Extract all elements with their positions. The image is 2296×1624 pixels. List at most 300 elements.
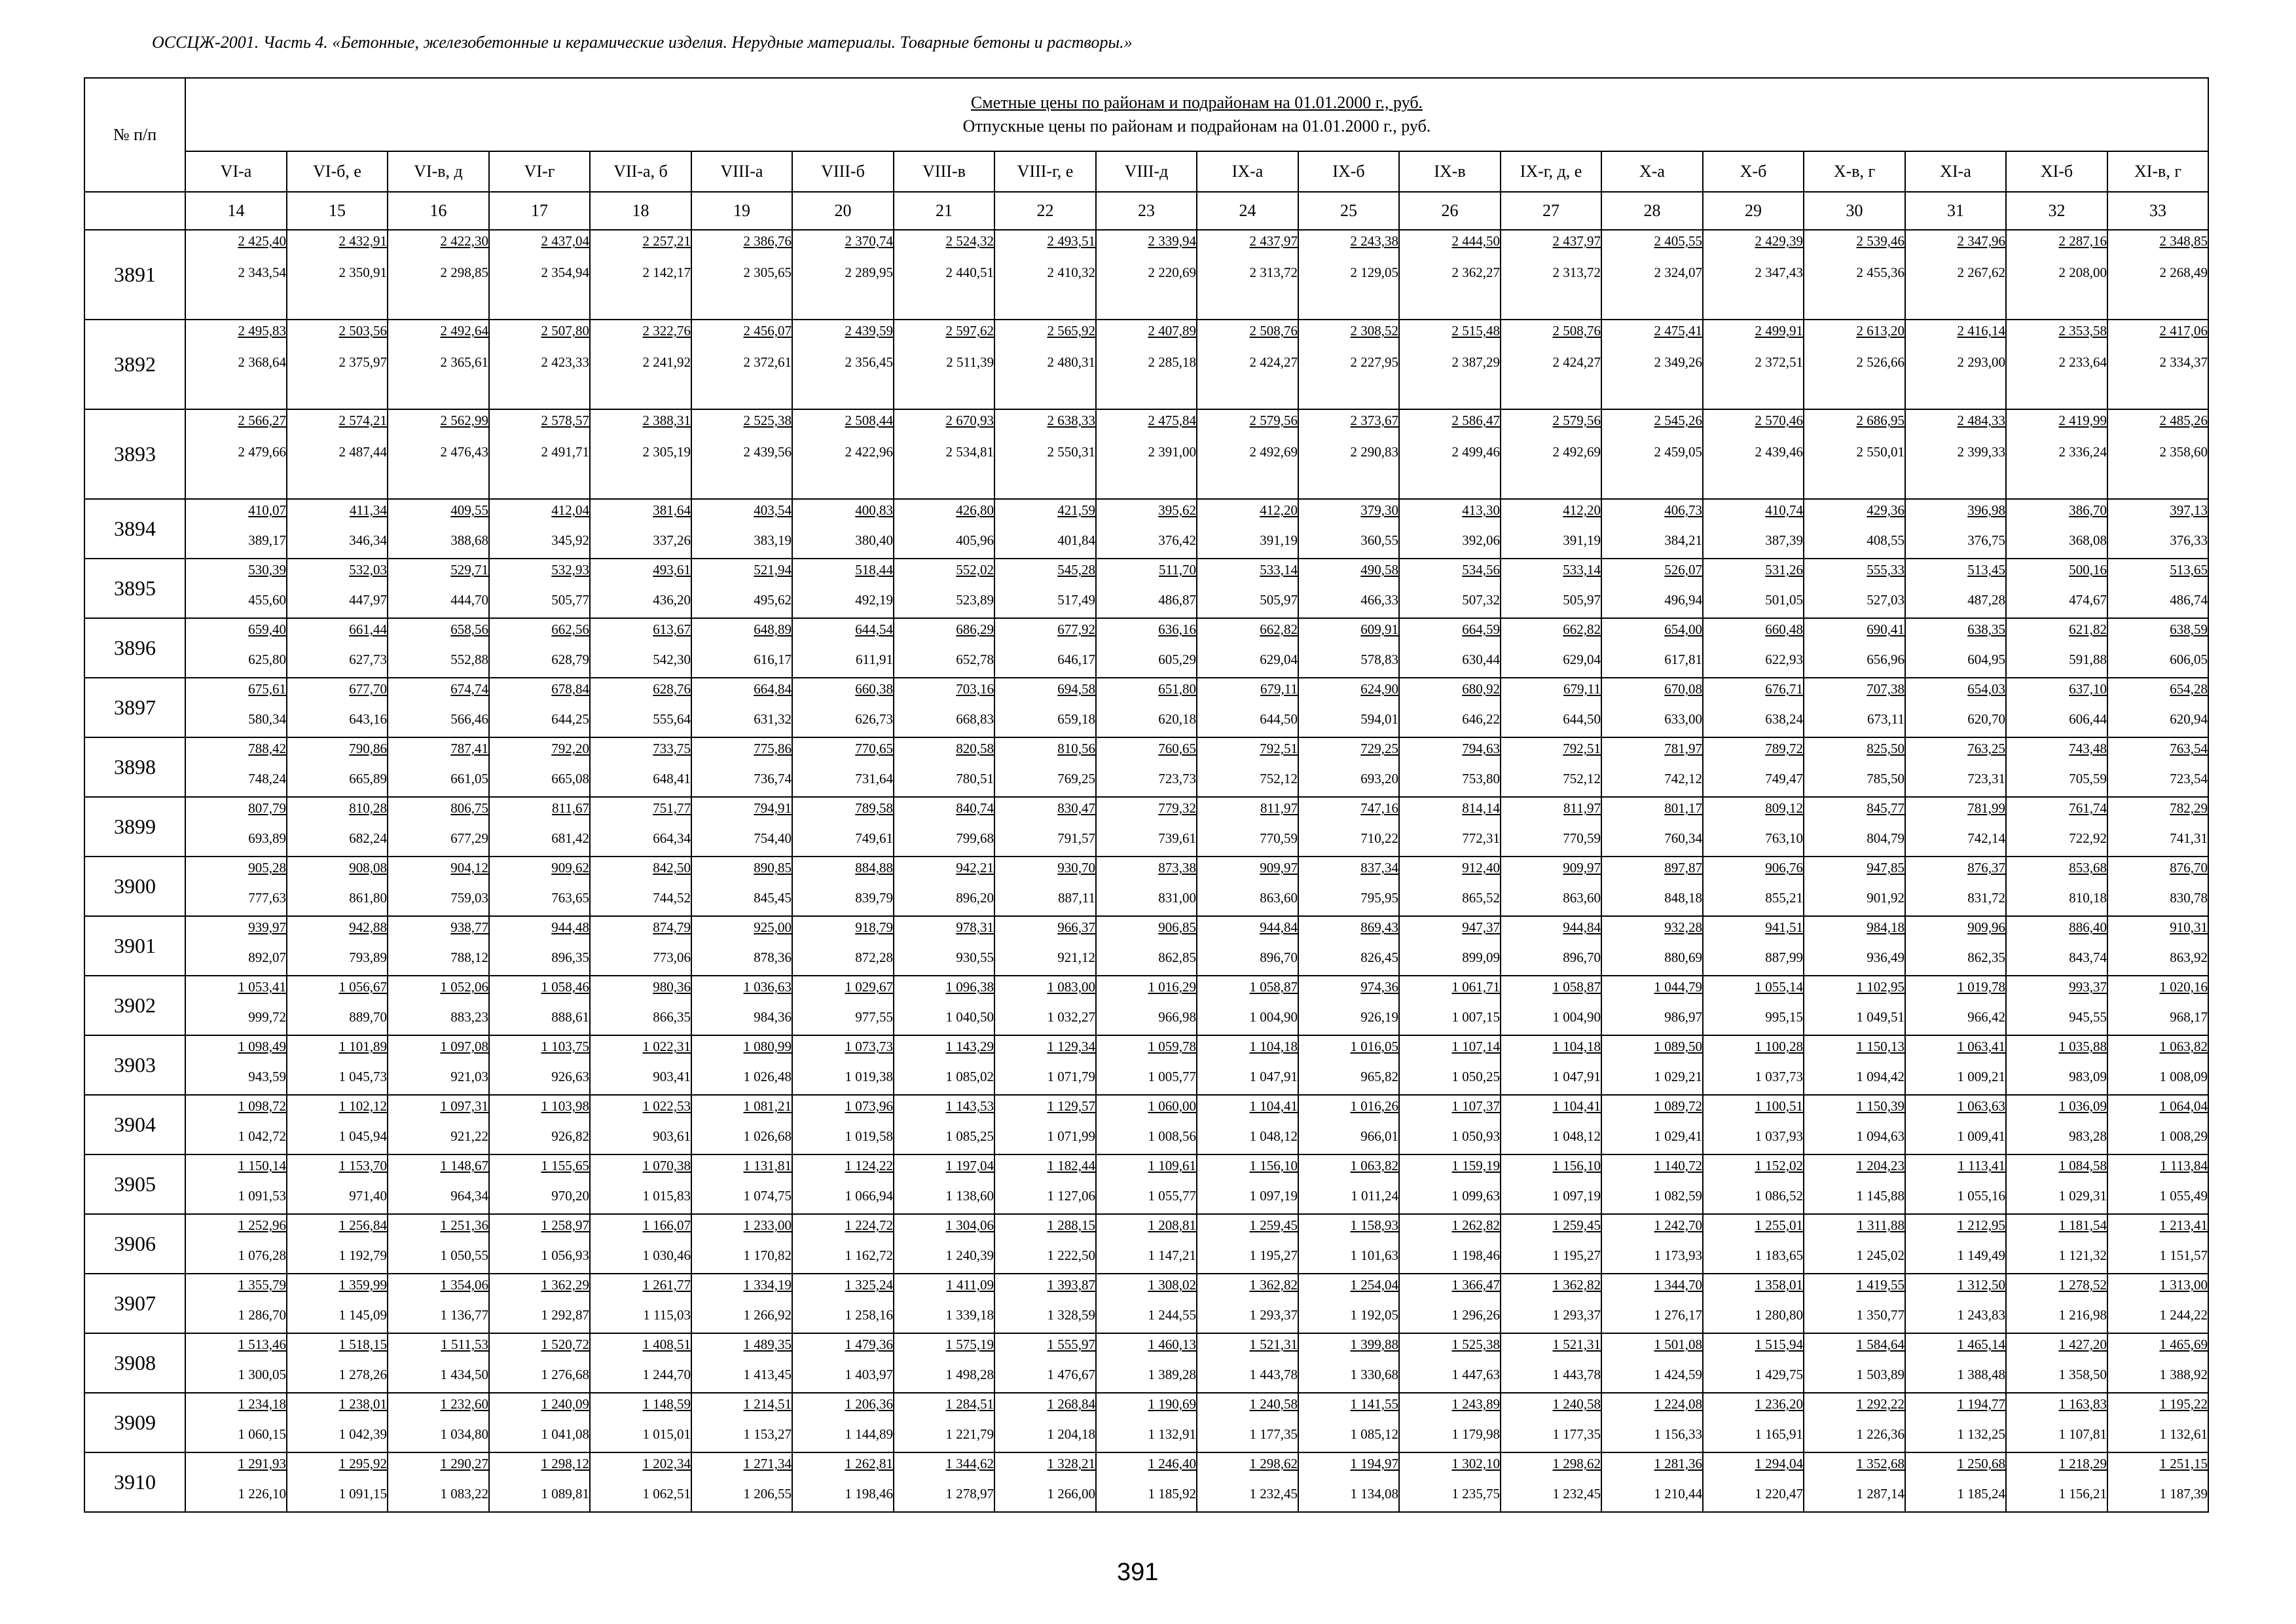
otpusknaya-price: 986,97	[1664, 1009, 1702, 1025]
otpusknaya-price: 2 298,85	[440, 265, 488, 280]
column-number: 27	[1501, 192, 1601, 230]
price-cell	[1703, 320, 1804, 409]
otpusknaya-price: 1 136,77	[440, 1307, 488, 1323]
otpusknaya-price: 966,98	[1158, 1009, 1196, 1025]
smetnaya-price: 944,48	[551, 919, 589, 935]
otpusknaya-price: 376,33	[2170, 532, 2208, 548]
smetnaya-price: 2 613,20	[1856, 323, 1904, 339]
smetnaya-price: 662,82	[1563, 621, 1601, 637]
column-number: 17	[489, 192, 590, 230]
price-cell	[489, 230, 590, 320]
table-row	[84, 678, 2208, 737]
smetnaya-price: 918,79	[855, 919, 893, 935]
otpusknaya-price: 753,80	[1462, 771, 1500, 786]
price-cell	[1905, 409, 2006, 499]
otpusknaya-price: 2 349,26	[1654, 354, 1702, 370]
price-cell	[1905, 1274, 2006, 1333]
smetnaya-price: 545,28	[1057, 562, 1095, 578]
smetnaya-price: 2 287,16	[2058, 233, 2107, 249]
otpusknaya-price: 1 055,49	[2159, 1188, 2208, 1204]
smetnaya-price: 426,80	[956, 502, 994, 518]
otpusknaya-price: 604,95	[1967, 652, 2005, 667]
smetnaya-price: 1 325,24	[845, 1277, 893, 1293]
price-cell	[792, 1333, 894, 1393]
price-cell	[894, 857, 994, 916]
price-cell	[894, 1154, 994, 1214]
otpusknaya-price: 1 216,98	[2058, 1307, 2107, 1323]
price-cell	[792, 409, 894, 499]
smetnaya-price: 1 278,52	[2058, 1277, 2107, 1293]
price-cell	[1298, 1035, 1399, 1095]
smetnaya-price: 2 574,21	[338, 413, 387, 428]
otpusknaya-price: 754,40	[754, 830, 792, 846]
price-cell	[1399, 320, 1501, 409]
smetnaya-price: 781,99	[1967, 800, 2005, 816]
smetnaya-price: 1 224,08	[1654, 1396, 1702, 1412]
otpusknaya-price: 677,29	[450, 830, 488, 846]
otpusknaya-price: 380,40	[855, 532, 893, 548]
otpusknaya-price: 625,80	[248, 652, 286, 667]
price-cell	[1197, 1274, 1298, 1333]
smetnaya-price: 941,51	[1765, 919, 1803, 935]
column-number: 21	[894, 192, 994, 230]
otpusknaya-price: 1 276,17	[1654, 1307, 1702, 1323]
column-number: 14	[185, 192, 287, 230]
smetnaya-price: 2 439,59	[845, 323, 893, 339]
price-cell	[1197, 1393, 1298, 1452]
otpusknaya-price: 1 300,05	[238, 1367, 286, 1382]
otpusknaya-price: 723,54	[2170, 771, 2208, 786]
row-number: 3901	[84, 916, 185, 976]
otpusknaya-price: 693,20	[1360, 771, 1398, 786]
colnum-empty	[84, 192, 185, 230]
price-cell	[994, 1095, 1096, 1154]
smetnaya-price: 1 035,88	[2058, 1039, 2107, 1054]
price-cell	[1197, 320, 1298, 409]
smetnaya-price: 381,64	[653, 502, 691, 518]
smetnaya-price: 1 304,06	[945, 1217, 994, 1233]
otpusknaya-price: 2 391,00	[1148, 444, 1196, 460]
table-row	[84, 737, 2208, 797]
smetnaya-price: 703,16	[956, 681, 994, 697]
otpusknaya-price: 384,21	[1664, 532, 1702, 548]
otpusknaya-price: 763,10	[1765, 830, 1803, 846]
price-cell	[2006, 320, 2107, 409]
price-cell	[792, 1095, 894, 1154]
smetnaya-price: 1 399,88	[1350, 1337, 1398, 1352]
price-cell	[185, 320, 287, 409]
price-cell	[1703, 1393, 1804, 1452]
otpusknaya-price: 1 244,55	[1148, 1307, 1196, 1323]
smetnaya-price: 707,38	[1867, 681, 1904, 697]
otpusknaya-price: 2 334,37	[2159, 354, 2208, 370]
otpusknaya-price: 1 076,28	[238, 1247, 286, 1263]
smetnaya-price: 670,08	[1664, 681, 1702, 697]
otpusknaya-price: 1 005,77	[1148, 1069, 1196, 1084]
otpusknaya-price: 2 347,43	[1755, 265, 1803, 280]
smetnaya-price: 1 511,53	[441, 1337, 488, 1352]
otpusknaya-price: 830,78	[2170, 890, 2208, 906]
otpusknaya-price: 1 071,79	[1047, 1069, 1095, 1084]
otpusknaya-price: 1 055,77	[1148, 1188, 1196, 1204]
otpusknaya-price: 744,52	[653, 890, 691, 906]
smetnaya-price: 2 417,06	[2159, 323, 2208, 339]
row-number: 3892	[84, 320, 185, 409]
otpusknaya-price: 1 056,93	[541, 1247, 589, 1263]
otpusknaya-price: 1 162,72	[845, 1247, 893, 1263]
price-cell	[590, 1035, 691, 1095]
smetnaya-price: 2 405,55	[1654, 233, 1702, 249]
price-cell	[489, 916, 590, 976]
price-cell	[2107, 797, 2208, 857]
otpusknaya-price: 1 221,79	[945, 1426, 994, 1442]
otpusknaya-price: 2 313,72	[1249, 265, 1298, 280]
otpusknaya-price: 1 287,14	[1856, 1486, 1904, 1502]
price-cell	[1905, 499, 2006, 559]
price-cell	[185, 797, 287, 857]
otpusknaya-price: 2 208,00	[2058, 265, 2107, 280]
price-cell	[590, 320, 691, 409]
otpusknaya-price: 629,04	[1563, 652, 1601, 667]
column-number: 28	[1601, 192, 1703, 230]
price-cell	[1298, 559, 1399, 618]
price-cell	[388, 797, 489, 857]
otpusknaya-price: 620,18	[1158, 711, 1196, 727]
price-cell	[691, 916, 792, 976]
otpusknaya-price: 872,28	[855, 950, 893, 965]
price-cell	[590, 857, 691, 916]
smetnaya-price: 837,34	[1360, 860, 1398, 876]
price-cell	[792, 916, 894, 976]
price-cell	[185, 230, 287, 320]
price-cell	[691, 1393, 792, 1452]
price-cell	[489, 1393, 590, 1452]
price-cell	[1501, 1274, 1601, 1333]
smetnaya-price: 1 460,13	[1148, 1337, 1196, 1352]
price-cell	[2006, 857, 2107, 916]
price-cell	[1905, 797, 2006, 857]
price-cell	[388, 1452, 489, 1512]
smetnaya-price: 1 058,87	[1552, 979, 1601, 995]
otpusknaya-price: 606,44	[2069, 711, 2107, 727]
table-row	[84, 230, 2208, 320]
smetnaya-price: 2 570,46	[1755, 413, 1803, 428]
smetnaya-price: 2 597,62	[945, 323, 994, 339]
otpusknaya-price: 1 187,39	[2159, 1486, 2208, 1502]
price-cell	[287, 230, 388, 320]
smetnaya-price: 876,70	[2170, 860, 2208, 876]
smetnaya-price: 2 493,51	[1047, 233, 1095, 249]
smetnaya-price: 2 437,97	[1552, 233, 1601, 249]
otpusknaya-price: 1 085,12	[1350, 1426, 1398, 1442]
price-cell	[590, 797, 691, 857]
otpusknaya-price: 1 258,16	[845, 1307, 893, 1323]
smetnaya-price: 2 515,48	[1451, 323, 1500, 339]
price-cell	[2107, 737, 2208, 797]
price-cell	[1096, 678, 1197, 737]
otpusknaya-price: 1 443,78	[1249, 1367, 1298, 1382]
smetnaya-price: 1 290,27	[440, 1456, 488, 1471]
smetnaya-price: 1 016,29	[1148, 979, 1196, 995]
smetnaya-price: 637,10	[2069, 681, 2107, 697]
otpusknaya-price: 945,55	[2069, 1009, 2107, 1025]
smetnaya-price: 1 113,41	[1958, 1158, 2005, 1173]
otpusknaya-price: 542,30	[653, 652, 691, 667]
smetnaya-price: 533,14	[1563, 562, 1601, 578]
price-cell	[1298, 1095, 1399, 1154]
otpusknaya-price: 1 134,08	[1350, 1486, 1398, 1502]
price-cell	[1501, 559, 1601, 618]
price-cell	[1703, 1274, 1804, 1333]
smetnaya-price: 1 284,51	[945, 1396, 994, 1412]
smetnaya-price: 1 419,55	[1856, 1277, 1904, 1293]
smetnaya-price: 1 081,21	[743, 1098, 792, 1114]
smetnaya-price: 2 425,40	[238, 233, 286, 249]
otpusknaya-price: 644,25	[551, 711, 589, 727]
price-cell	[388, 1214, 489, 1274]
otpusknaya-price: 1 115,03	[643, 1307, 691, 1323]
smetnaya-price: 1 521,31	[1552, 1337, 1601, 1352]
smetnaya-price: 2 347,96	[1957, 233, 2005, 249]
price-cell	[691, 1274, 792, 1333]
smetnaya-price: 908,08	[349, 860, 387, 876]
smetnaya-price: 1 102,95	[1856, 979, 1904, 995]
otpusknaya-price: 2 422,96	[845, 444, 893, 460]
smetnaya-price: 533,14	[1260, 562, 1298, 578]
smetnaya-price: 909,97	[1260, 860, 1298, 876]
smetnaya-price: 410,74	[1765, 502, 1803, 518]
otpusknaya-price: 517,49	[1057, 592, 1095, 608]
otpusknaya-price: 843,74	[2069, 950, 2107, 965]
price-cell	[792, 1274, 894, 1333]
otpusknaya-price: 1 179,98	[1451, 1426, 1500, 1442]
otpusknaya-price: 368,08	[2069, 532, 2107, 548]
otpusknaya-price: 780,51	[956, 771, 994, 786]
region-header: IX-б	[1298, 151, 1399, 192]
otpusknaya-price: 693,89	[248, 830, 286, 846]
otpusknaya-price: 848,18	[1664, 890, 1702, 906]
price-cell	[1703, 1095, 1804, 1154]
otpusknaya-price: 863,60	[1260, 890, 1298, 906]
smetnaya-price: 909,96	[1967, 919, 2005, 935]
smetnaya-price: 2 579,56	[1249, 413, 1298, 428]
smetnaya-price: 789,58	[855, 800, 893, 816]
row-number: 3895	[84, 559, 185, 618]
price-cell	[1399, 1095, 1501, 1154]
otpusknaya-price: 1 235,75	[1451, 1486, 1500, 1502]
otpusknaya-price: 638,24	[1765, 711, 1803, 727]
smetnaya-price: 1 255,01	[1755, 1217, 1803, 1233]
otpusknaya-price: 1 498,28	[945, 1367, 994, 1382]
otpusknaya-price: 501,05	[1765, 592, 1803, 608]
price-cell	[489, 559, 590, 618]
smetnaya-price: 974,36	[1360, 979, 1398, 995]
price-cell	[1601, 1333, 1703, 1393]
smetnaya-price: 1 103,98	[541, 1098, 589, 1114]
smetnaya-price: 636,16	[1158, 621, 1196, 637]
otpusknaya-price: 682,24	[349, 830, 387, 846]
otpusknaya-price: 1 170,82	[743, 1247, 792, 1263]
smetnaya-price: 1 063,82	[1350, 1158, 1398, 1173]
price-cell	[994, 678, 1096, 737]
smetnaya-price: 845,77	[1867, 800, 1904, 816]
price-cell	[1703, 976, 1804, 1035]
otpusknaya-price: 899,09	[1462, 950, 1500, 965]
price-cell	[2006, 1035, 2107, 1095]
smetnaya-price: 1 098,72	[238, 1098, 286, 1114]
smetnaya-price: 1 251,15	[2159, 1456, 2208, 1471]
smetnaya-price: 690,41	[1867, 621, 1904, 637]
price-cell	[1501, 320, 1601, 409]
smetnaya-price: 782,29	[2170, 800, 2208, 816]
price-cell	[2006, 916, 2107, 976]
price-cell	[1096, 737, 1197, 797]
price-cell	[894, 1393, 994, 1452]
smetnaya-price: 2 565,92	[1047, 323, 1095, 339]
price-cell	[1501, 499, 1601, 559]
otpusknaya-price: 880,69	[1664, 950, 1702, 965]
smetnaya-price: 2 566,27	[238, 413, 286, 428]
price-cell	[691, 618, 792, 678]
price-cell	[1601, 559, 1703, 618]
otpusknaya-price: 926,63	[551, 1069, 589, 1084]
smetnaya-price: 794,63	[1462, 741, 1500, 756]
otpusknaya-price: 2 526,66	[1856, 354, 1904, 370]
price-cell	[388, 1154, 489, 1214]
smetnaya-price: 1 143,29	[945, 1039, 994, 1054]
otpusknaya-price: 1 292,87	[541, 1307, 589, 1323]
price-cell	[1197, 409, 1298, 499]
smetnaya-price: 694,58	[1057, 681, 1095, 697]
price-cell	[994, 320, 1096, 409]
smetnaya-price: 1 281,36	[1654, 1456, 1702, 1471]
price-cell	[489, 1274, 590, 1333]
price-cell	[1096, 976, 1197, 1035]
smetnaya-price: 2 373,67	[1350, 413, 1398, 428]
smetnaya-price: 1 058,87	[1249, 979, 1298, 995]
price-cell	[1298, 976, 1399, 1035]
smetnaya-price: 743,48	[2069, 741, 2107, 756]
price-cell	[2006, 678, 2107, 737]
smetnaya-price: 1 101,89	[338, 1039, 387, 1054]
smetnaya-price: 531,26	[1765, 562, 1803, 578]
price-cell	[1501, 678, 1601, 737]
price-cell	[1501, 1214, 1601, 1274]
smetnaya-price: 1 312,50	[1957, 1277, 2005, 1293]
smetnaya-price: 1 344,70	[1654, 1277, 1702, 1293]
otpusknaya-price: 1 047,91	[1249, 1069, 1298, 1084]
row-number: 3908	[84, 1333, 185, 1393]
price-cell	[388, 409, 489, 499]
otpusknaya-price: 2 233,64	[2058, 354, 2107, 370]
price-cell	[2006, 797, 2107, 857]
otpusknaya-price: 866,35	[653, 1009, 691, 1025]
price-cell	[1399, 409, 1501, 499]
otpusknaya-price: 643,16	[349, 711, 387, 727]
otpusknaya-price: 673,11	[1867, 711, 1904, 727]
price-cell	[1096, 916, 1197, 976]
page-header: ОССЦЖ-2001. Часть 4. «Бетонные, железобетонные и керамические изделия. Нерудные материалы. Товарные бетоны и растворы.»	[152, 33, 1133, 52]
price-cell	[1601, 1154, 1703, 1214]
otpusknaya-price: 387,39	[1765, 532, 1803, 548]
price-cell	[792, 1154, 894, 1214]
smetnaya-price: 1 243,89	[1451, 1396, 1500, 1412]
price-cell	[1905, 737, 2006, 797]
smetnaya-price: 1 064,04	[2159, 1098, 2208, 1114]
table-row	[84, 857, 2208, 916]
price-cell	[1197, 1035, 1298, 1095]
price-cell	[1601, 230, 1703, 320]
price-cell	[1905, 320, 2006, 409]
smetnaya-price: 2 444,50	[1451, 233, 1500, 249]
otpusknaya-price: 845,45	[754, 890, 792, 906]
price-cell	[1096, 1274, 1197, 1333]
price-cell	[1096, 797, 1197, 857]
otpusknaya-price: 705,59	[2069, 771, 2107, 786]
smetnaya-price: 2 545,26	[1654, 413, 1702, 428]
smetnaya-price: 1 103,75	[541, 1039, 589, 1054]
otpusknaya-price: 804,79	[1867, 830, 1904, 846]
price-cell	[2107, 618, 2208, 678]
otpusknaya-price: 630,44	[1462, 652, 1500, 667]
price-cell	[1905, 1095, 2006, 1154]
column-number: 25	[1298, 192, 1399, 230]
smetnaya-price: 513,45	[1967, 562, 2005, 578]
otpusknaya-price: 1 244,22	[2159, 1307, 2208, 1323]
otpusknaya-price: 616,17	[754, 652, 792, 667]
otpusknaya-price: 1 388,48	[1957, 1367, 2005, 1382]
price-cell	[1703, 678, 1804, 737]
otpusknaya-price: 578,83	[1360, 652, 1398, 667]
otpusknaya-price: 1 091,53	[238, 1188, 286, 1204]
price-cell	[1096, 1452, 1197, 1512]
smetnaya-price: 733,75	[653, 741, 691, 756]
otpusknaya-price: 628,79	[551, 652, 589, 667]
region-header: VIII-в	[894, 151, 994, 192]
smetnaya-price: 1 060,00	[1148, 1098, 1196, 1114]
otpusknaya-price: 2 479,66	[238, 444, 286, 460]
smetnaya-price: 1 052,06	[440, 979, 488, 995]
otpusknaya-price: 896,20	[956, 890, 994, 906]
price-cell	[2006, 1333, 2107, 1393]
price-cell	[1501, 737, 1601, 797]
otpusknaya-price: 865,52	[1462, 890, 1500, 906]
otpusknaya-price: 2 423,33	[541, 354, 589, 370]
table-row	[84, 618, 2208, 678]
price-cell	[1601, 1393, 1703, 1452]
smetnaya-price: 429,36	[1867, 502, 1904, 518]
smetnaya-price: 1 259,45	[1552, 1217, 1601, 1233]
price-cell	[287, 1035, 388, 1095]
price-cell	[1399, 1035, 1501, 1095]
otpusknaya-price: 770,59	[1563, 830, 1601, 846]
smetnaya-price: 1 344,62	[945, 1456, 994, 1471]
price-cell	[2107, 409, 2208, 499]
column-number: 24	[1197, 192, 1298, 230]
otpusknaya-price: 1 085,02	[945, 1069, 994, 1084]
price-cell	[1197, 230, 1298, 320]
otpusknaya-price: 748,24	[248, 771, 286, 786]
otpusknaya-price: 769,25	[1057, 771, 1095, 786]
otpusknaya-price: 1 008,29	[2159, 1128, 2208, 1144]
otpusknaya-price: 2 313,72	[1552, 265, 1601, 280]
price-cell	[388, 230, 489, 320]
price-cell	[1197, 797, 1298, 857]
price-cell	[489, 797, 590, 857]
region-header: X-а	[1601, 151, 1703, 192]
smetnaya-price: 1 213,41	[2159, 1217, 2208, 1233]
price-cell	[489, 320, 590, 409]
